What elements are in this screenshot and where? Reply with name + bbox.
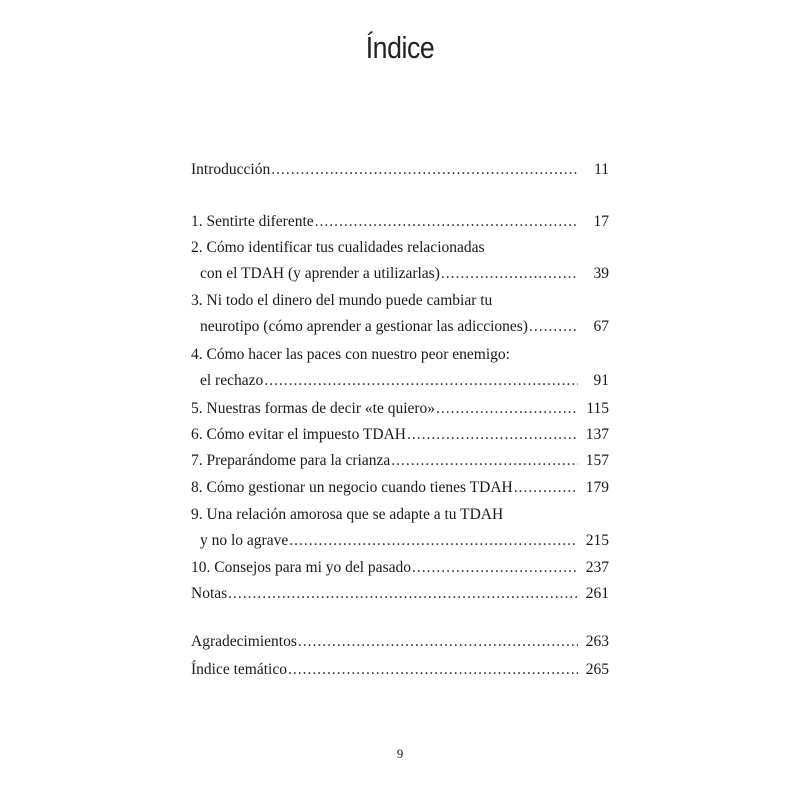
toc-entry — [191, 585, 609, 611]
toc-entry — [191, 633, 609, 659]
toc-entry-title: 4. Cómo hacer las paces con nuestro peor enemigo: — [191, 346, 510, 363]
toc-entry — [191, 506, 609, 558]
toc-entry-title: 3. Ni todo el dinero del mundo puede cambiar tu — [191, 292, 493, 309]
toc-entry — [191, 346, 609, 398]
toc-page-number: 263 — [585, 633, 609, 650]
dot-leader — [391, 452, 578, 470]
toc-entry-title: 10. Consejos para mi yo del pasado — [191, 559, 411, 576]
toc-entry-title: Índice temático — [191, 661, 287, 678]
dot-leader — [436, 400, 578, 418]
toc-entry-line — [191, 346, 609, 372]
toc-page-number: 261 — [585, 585, 609, 602]
toc-page-number: 157 — [585, 452, 609, 469]
toc-page-number: 11 — [594, 161, 609, 178]
toc-entry-title: con el TDAH (y aprender a utilizarlas) — [200, 265, 440, 282]
dot-leader — [264, 372, 578, 390]
toc-page-number: 237 — [585, 559, 609, 576]
toc-entry-title: y no lo agrave — [200, 532, 289, 549]
toc-entry-line — [191, 400, 609, 426]
toc-entry — [191, 426, 609, 452]
toc-entry-title: 8. Cómo gestionar un negocio cuando tienes TDAH — [191, 479, 513, 496]
toc-entry-line — [191, 452, 609, 478]
toc-entry-title: 2. Cómo identificar tus cualidades relacionadas — [191, 239, 485, 256]
toc-page-number: 17 — [593, 213, 609, 230]
page-number: 9 — [396, 746, 404, 761]
toc-entry-line — [191, 532, 609, 558]
toc-entry-line — [191, 239, 609, 265]
toc-entry-line — [191, 559, 609, 585]
toc-entry-title: 1. Sentirte diferente — [191, 213, 314, 230]
toc-entry — [191, 161, 609, 187]
toc-entry-line — [191, 506, 609, 532]
toc-entry-line — [191, 661, 609, 687]
toc-page-number: 137 — [585, 426, 609, 443]
toc-entry-title: Agradecimientos — [191, 633, 297, 650]
dot-leader — [412, 559, 578, 577]
toc-page-number: 215 — [585, 532, 609, 549]
toc-entry-title: Introducción — [191, 161, 271, 178]
toc-page-number: 179 — [585, 479, 609, 496]
toc-entry-line — [191, 372, 609, 398]
toc-entry — [191, 559, 609, 585]
toc-entry-line — [191, 292, 609, 318]
dot-leader — [407, 426, 578, 444]
toc-entry — [191, 400, 609, 426]
toc-page-number: 91 — [593, 372, 609, 389]
dot-leader — [289, 532, 578, 550]
toc-entry-title: 6. Cómo evitar el impuesto TDAH — [191, 426, 406, 443]
toc-entry-title: Notas — [191, 585, 228, 602]
page-title: Índice — [365, 30, 435, 65]
dot-leader — [298, 633, 578, 651]
toc-page-number: 265 — [585, 661, 609, 678]
toc-entry — [191, 292, 609, 344]
toc-entry-line — [191, 426, 609, 452]
toc-entry-title: neurotipo (cómo aprender a gestionar las adicciones) — [200, 318, 528, 335]
toc-entry-line — [191, 213, 609, 239]
toc-page-number: 67 — [593, 318, 609, 335]
toc-entry — [191, 239, 609, 291]
toc-page-number: 39 — [593, 265, 609, 282]
dot-leader — [529, 318, 578, 336]
toc-entry-line — [191, 585, 609, 611]
toc-entry-title: 9. Una relación amorosa que se adapte a tu TDAH — [191, 506, 504, 523]
toc-entry-line — [191, 633, 609, 659]
toc-entry-title: 5. Nuestras formas de decir «te quiero» — [191, 400, 436, 417]
toc-entry-line — [191, 479, 609, 505]
dot-leader — [514, 479, 578, 497]
toc-entry — [191, 479, 609, 505]
dot-leader — [271, 161, 578, 179]
toc-entry — [191, 452, 609, 478]
toc-entry-line — [191, 161, 609, 187]
toc-entry-title: 7. Preparándome para la crianza — [191, 452, 391, 469]
toc-entry-line — [191, 318, 609, 344]
toc-entry-title: el rechazo — [200, 372, 264, 389]
toc-entry — [191, 213, 609, 239]
toc-page-number: 115 — [586, 400, 609, 417]
dot-leader — [288, 661, 578, 679]
dot-leader — [228, 585, 578, 603]
toc-entry-line — [191, 265, 609, 291]
dot-leader — [315, 213, 578, 231]
toc-entry — [191, 661, 609, 687]
dot-leader — [441, 265, 578, 283]
